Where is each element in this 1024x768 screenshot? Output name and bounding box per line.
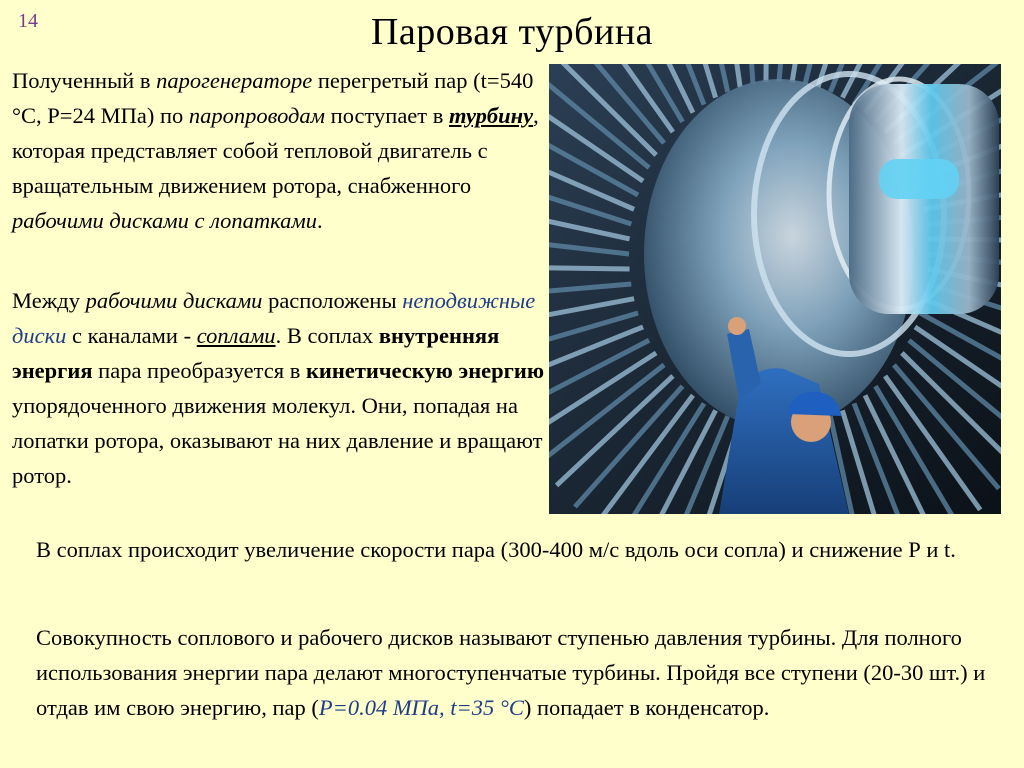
term-working-discs: рабочими дисками с лопатками (12, 208, 317, 233)
text-segment: В соплах происходит увеличение скорости пара (300-400 м/с вдоль оси сопла) и снижение Р и t. (36, 537, 956, 562)
blade (549, 267, 630, 269)
paragraph-intro (12, 63, 552, 238)
blade (766, 64, 768, 82)
text-segment: Между (12, 288, 86, 313)
text-segment: перегретый пар (t=540 °С, P=24 МПа) по (12, 68, 534, 128)
text-segment: поступает в (325, 103, 450, 128)
text-segment: упорядоченного движения молекул. Они, попадая на лопатки ротора, оказывают на них давление и вращают ротор. (12, 393, 543, 488)
slide-title: Паровая турбина (370, 11, 654, 53)
turbine-illustration (549, 64, 1001, 514)
text-segment: пара преобразуется в (92, 358, 306, 383)
turbine-photo (549, 64, 1001, 514)
text-segment: Полученный в (12, 68, 157, 93)
text-segment: Совокупность соплового и рабочего дисков называют ступенью давления турбины. Для полного использования энергии пара делают многоступенчатые турбины. Пройдя все ступени (20-30 шт.) и отдав им свою энергию, пар ( (36, 625, 986, 720)
worker-hand (728, 317, 746, 335)
paragraph-nozzles (12, 283, 552, 493)
text-segment: , которая представляет собой тепловой двигатель с вращательным движением ротора, снабженного (12, 103, 539, 198)
term-kinetic-energy: кинетическую энергию (305, 358, 545, 383)
term-nozzles: соплами (196, 323, 276, 348)
shaft-highlight (879, 159, 959, 199)
term-working-discs: рабочими дисками (85, 288, 263, 313)
term-condenser-params: P=0.04 МПа, t=35 °С (318, 695, 524, 720)
term-steam-pipes: паропроводам (188, 103, 326, 128)
text-segment: расположены (262, 288, 403, 313)
text-segment: . (317, 208, 323, 233)
paragraph-stages (36, 620, 996, 725)
slide-number: 14 (18, 10, 38, 32)
term-fixed-discs: неподвижные диски (12, 288, 536, 348)
text-segment: с каналами - (66, 323, 197, 348)
term-steam-generator: парогенераторе (156, 68, 313, 93)
paragraph-speed (36, 532, 996, 567)
text-segment: ) попадает в конденсатор. (523, 695, 770, 720)
term-internal-energy: внутренняя энергия (12, 323, 500, 383)
text-segment: . В соплах (275, 323, 379, 348)
term-turbine: турбину (449, 103, 534, 128)
